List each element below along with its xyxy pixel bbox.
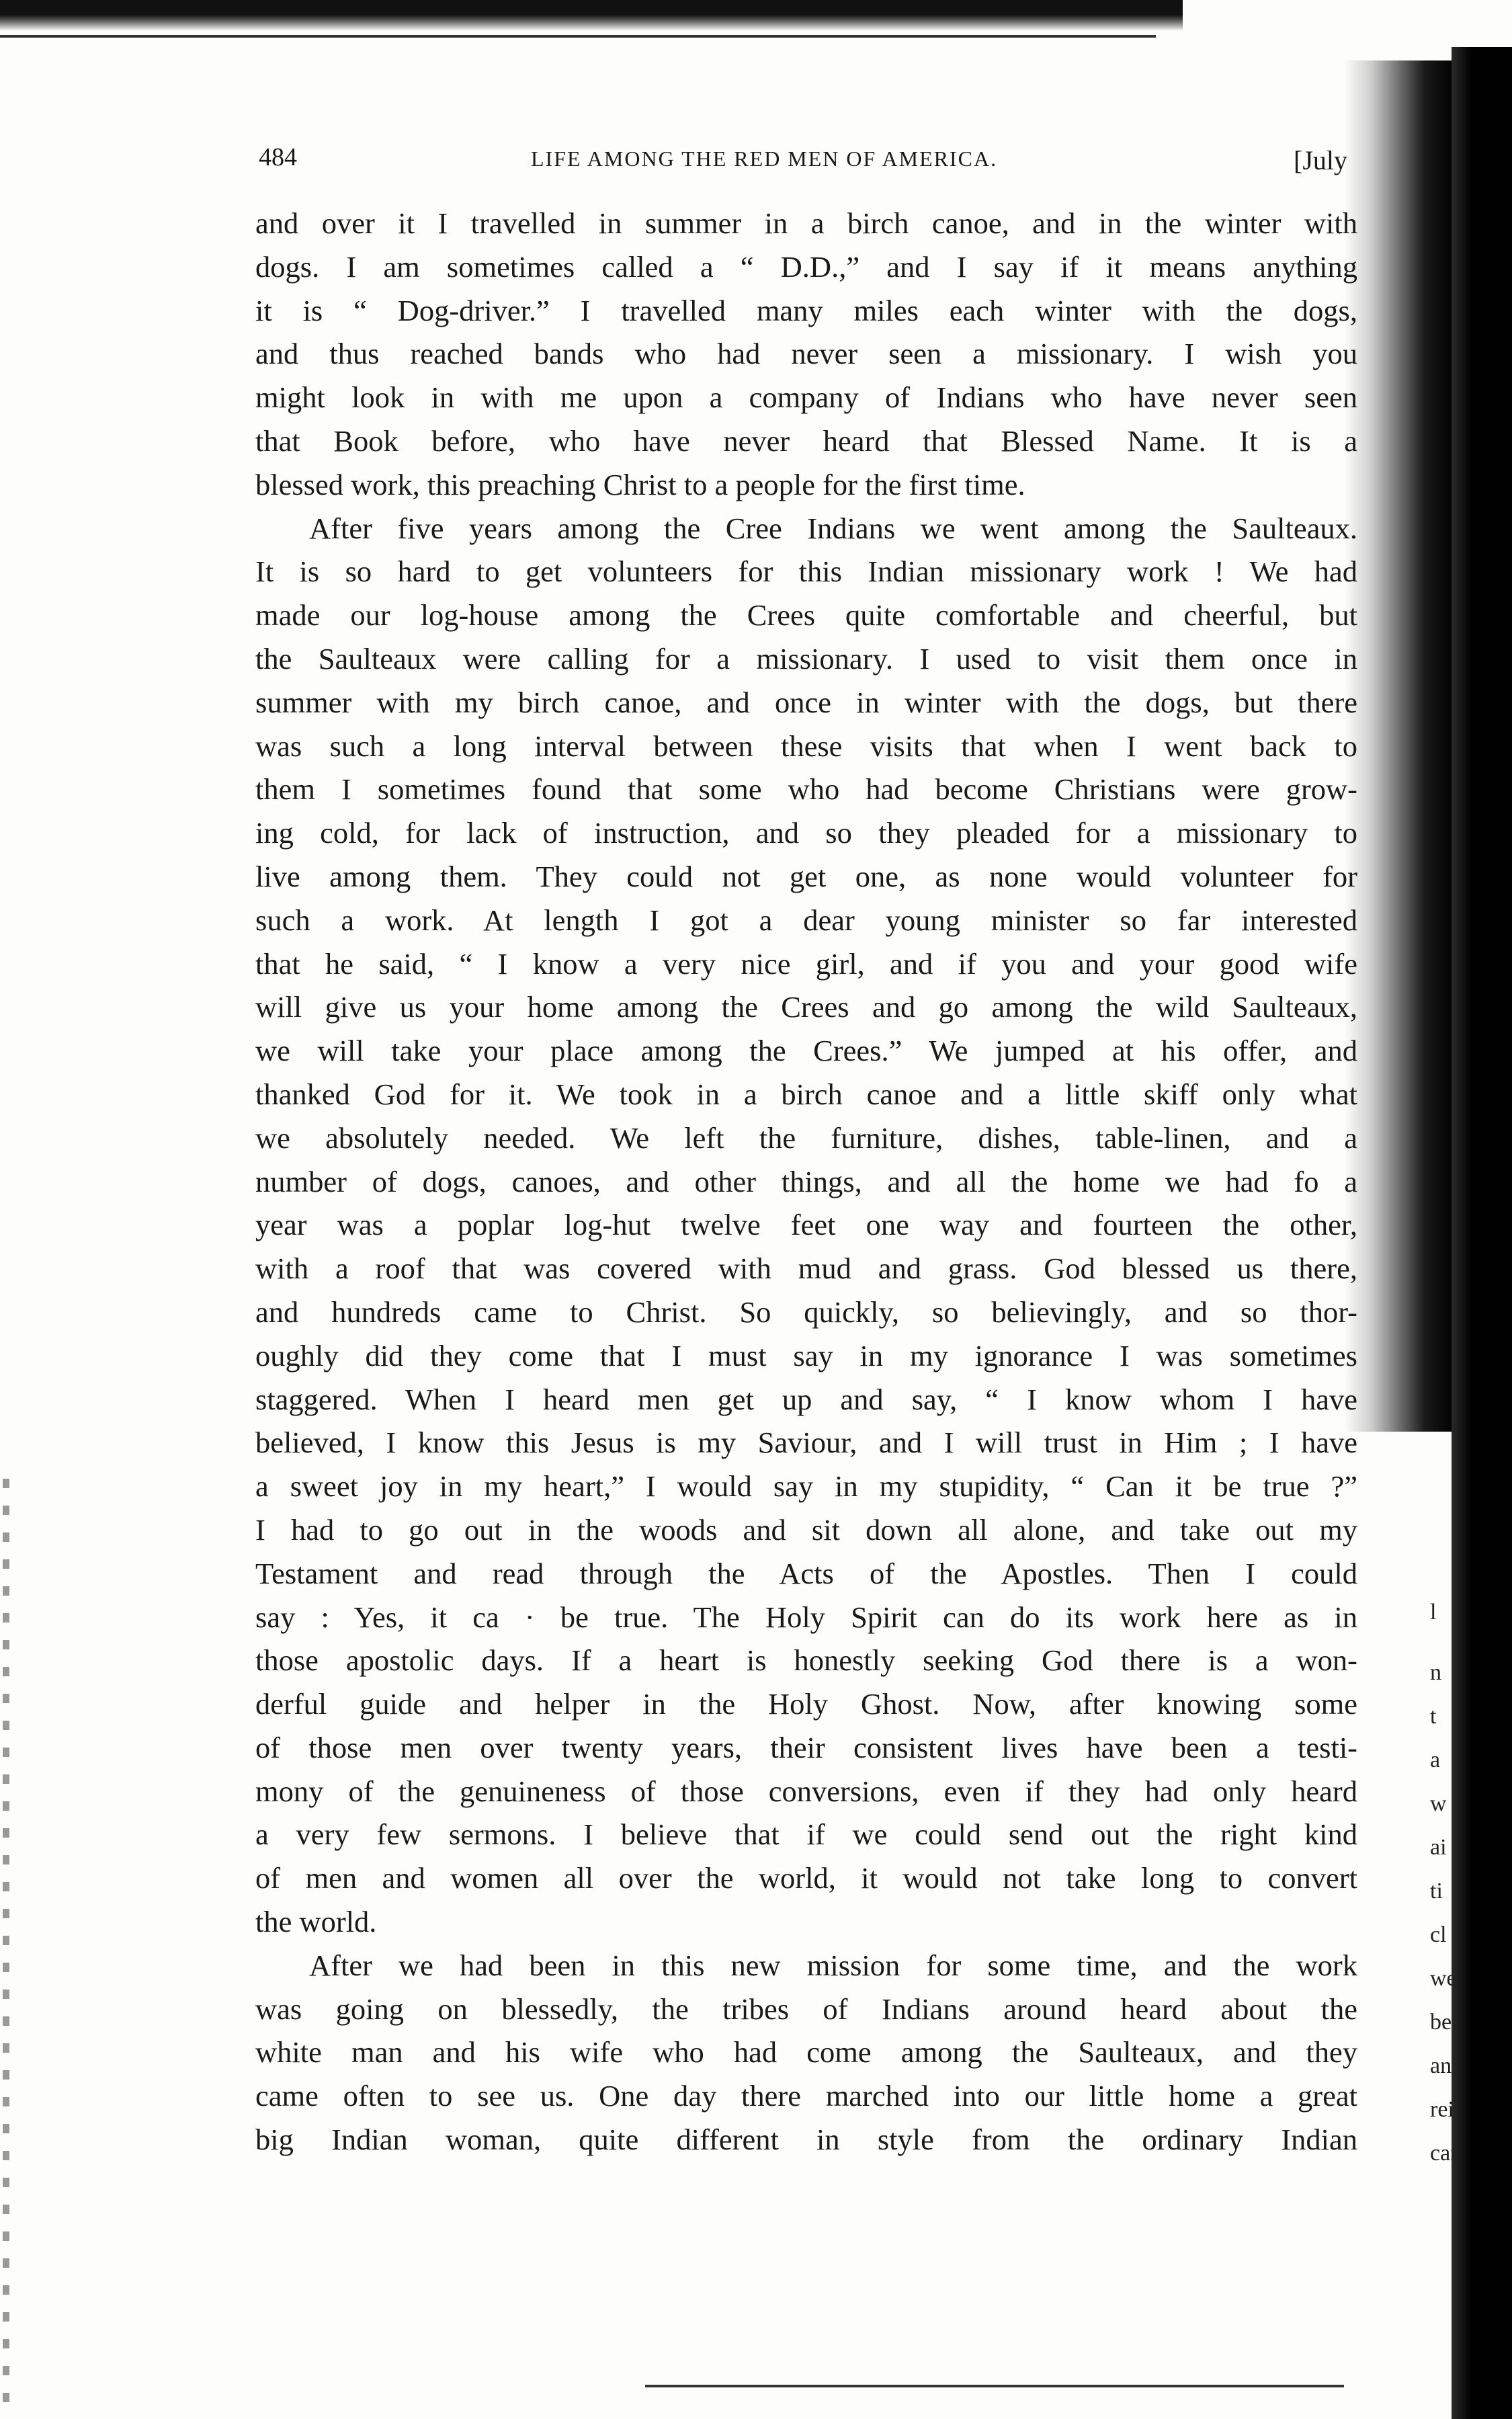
text-line: big Indian woman, quite different in style from the ordinary Indian bbox=[255, 2123, 1357, 2157]
text-line: of those men over twenty years, their consistent lives have been a testi- bbox=[255, 1730, 1357, 1764]
margin-fragment: be bbox=[1430, 2010, 1452, 2035]
margin-fragment: t bbox=[1430, 1704, 1437, 1729]
margin-fragment: cl bbox=[1430, 1922, 1447, 1947]
body-text bbox=[255, 202, 1357, 2162]
running-head: LIFE AMONG THE RED MEN OF AMERICA. bbox=[531, 147, 998, 171]
text-line: was going on blessedly, the tribes of Indians around heard about the bbox=[255, 1992, 1357, 2026]
margin-fragment: an bbox=[1430, 2053, 1452, 2078]
text-line: live among them. They could not get one, as none would volunteer for bbox=[255, 859, 1357, 893]
top-rule bbox=[0, 35, 1156, 38]
text-line: made our log-house among the Crees quite comfortable and cheerful, but bbox=[255, 598, 1357, 632]
margin-fragment: ti bbox=[1430, 1879, 1443, 1903]
page-gutter-shadow bbox=[1344, 60, 1455, 1432]
text-line: of men and women all over the world, it would not take long to convert bbox=[255, 1861, 1357, 1895]
text-line: blessed work, this preaching Christ to a people for the first time. bbox=[255, 467, 1025, 501]
text-line: mony of the genuineness of those conversions, even if they had only heard bbox=[255, 1774, 1357, 1808]
text-line: the world. bbox=[255, 1905, 377, 1939]
margin-fragment: w bbox=[1430, 1791, 1447, 1816]
page-number: 484 bbox=[259, 143, 297, 171]
text-line: those apostolic days. If a heart is honestly seeking God there is a won- bbox=[255, 1643, 1357, 1678]
text-line: It is so hard to get volunteers for this Indian missionary work ! We had bbox=[255, 555, 1357, 589]
text-line: thanked God for it. We took in a birch canoe and a little skiff only what bbox=[255, 1077, 1357, 1111]
text-line: I had to go out in the woods and sit down all alone, and take out my bbox=[255, 1512, 1357, 1547]
text-line: white man and his wife who had come among the Saulteaux, and they bbox=[255, 2035, 1357, 2069]
text-line: oughly did they come that I must say in my ignorance I was sometimes bbox=[255, 1338, 1357, 1372]
bottom-rule bbox=[645, 2385, 1344, 2387]
text-line: number of dogs, canoes, and other things, and all the home we had fo a bbox=[255, 1164, 1357, 1198]
margin-fragment: cai bbox=[1430, 2141, 1457, 2166]
header-month: [July bbox=[1294, 145, 1347, 175]
text-line: was such a long interval between these visits that when I went back to bbox=[255, 729, 1357, 763]
margin-fragment: a bbox=[1430, 1748, 1441, 1772]
text-line: believed, I know this Jesus is my Saviour, and I will trust in Him ; I have bbox=[255, 1426, 1357, 1460]
text-line: we absolutely needed. We left the furniture, dishes, table-linen, and a bbox=[255, 1120, 1357, 1155]
margin-fragment: l bbox=[1430, 1600, 1437, 1625]
text-line: ing cold, for lack of instruction, and so they pleaded for a missionary to bbox=[255, 816, 1357, 850]
text-line: After five years among the Cree Indians we went among the Saulteaux. bbox=[309, 511, 1357, 545]
text-line: with a roof that was covered with mud and grass. God blessed us there, bbox=[255, 1252, 1357, 1286]
margin-fragment: we bbox=[1430, 1966, 1457, 1991]
text-line: a very few sermons. I believe that if we could send out the right kind bbox=[255, 1817, 1357, 1852]
text-line: and thus reached bands who had never seen a missionary. I wish you bbox=[255, 337, 1357, 371]
text-line: year was a poplar log-hut twelve feet one way and fourteen the other, bbox=[255, 1208, 1357, 1242]
scan-edge-bar bbox=[1452, 47, 1512, 2419]
margin-fragment: ai bbox=[1430, 1835, 1447, 1860]
text-line: After we had been in this new mission for some time, and the work bbox=[309, 1948, 1357, 1982]
text-line: summer with my birch canoe, and once in winter with the dogs, but there bbox=[255, 685, 1357, 719]
text-line: dogs. I am sometimes called a “ D.D.,” and I say if it means anything bbox=[255, 249, 1357, 284]
text-line: them I sometimes found that some who had become Christians were grow- bbox=[255, 772, 1357, 807]
text-line: it is “ Dog-driver.” I travelled many miles each winter with the dogs, bbox=[255, 293, 1357, 327]
text-line: might look in with me upon a company of Indians who have never seen bbox=[255, 380, 1357, 415]
text-line: and over it I travelled in summer in a birch canoe, and in the winter with bbox=[255, 206, 1357, 240]
text-line: staggered. When I heard men get up and say, “ I know whom I have bbox=[255, 1382, 1357, 1416]
left-scan-marks bbox=[3, 1479, 9, 2406]
text-line: a sweet joy in my heart,” I would say in my stupidity, “ Can it be true ?” bbox=[255, 1469, 1357, 1504]
text-line: derful guide and helper in the Holy Ghost. Now, after knowing some bbox=[255, 1687, 1357, 1721]
text-line: will give us your home among the Crees and go among the wild Saulteaux, bbox=[255, 990, 1357, 1024]
text-line: came often to see us. One day there marched into our little home a great bbox=[255, 2079, 1357, 2113]
margin-fragment: n bbox=[1430, 1660, 1441, 1685]
text-line: that he said, “ I know a very nice girl, and if you and your good wife bbox=[255, 946, 1357, 981]
text-line: Testament and read through the Acts of the Apostles. Then I could bbox=[255, 1556, 1357, 1590]
margin-fragment: rei bbox=[1430, 2097, 1454, 2122]
text-line: say : Yes, it ca · be true. The Holy Spirit can do its work here as in bbox=[255, 1600, 1357, 1634]
text-line: such a work. At length I got a dear young minister so far interested bbox=[255, 903, 1357, 937]
text-line: the Saulteaux were calling for a missionary. I used to visit them once in bbox=[255, 641, 1357, 675]
text-line: that Book before, who have never heard that Blessed Name. It is a bbox=[255, 423, 1357, 458]
text-line: we will take your place among the Crees.” We jumped at his offer, and bbox=[255, 1034, 1357, 1068]
top-scan-border bbox=[0, 0, 1183, 31]
text-line: and hundreds came to Christ. So quickly, so believingly, and so thor- bbox=[255, 1295, 1357, 1329]
